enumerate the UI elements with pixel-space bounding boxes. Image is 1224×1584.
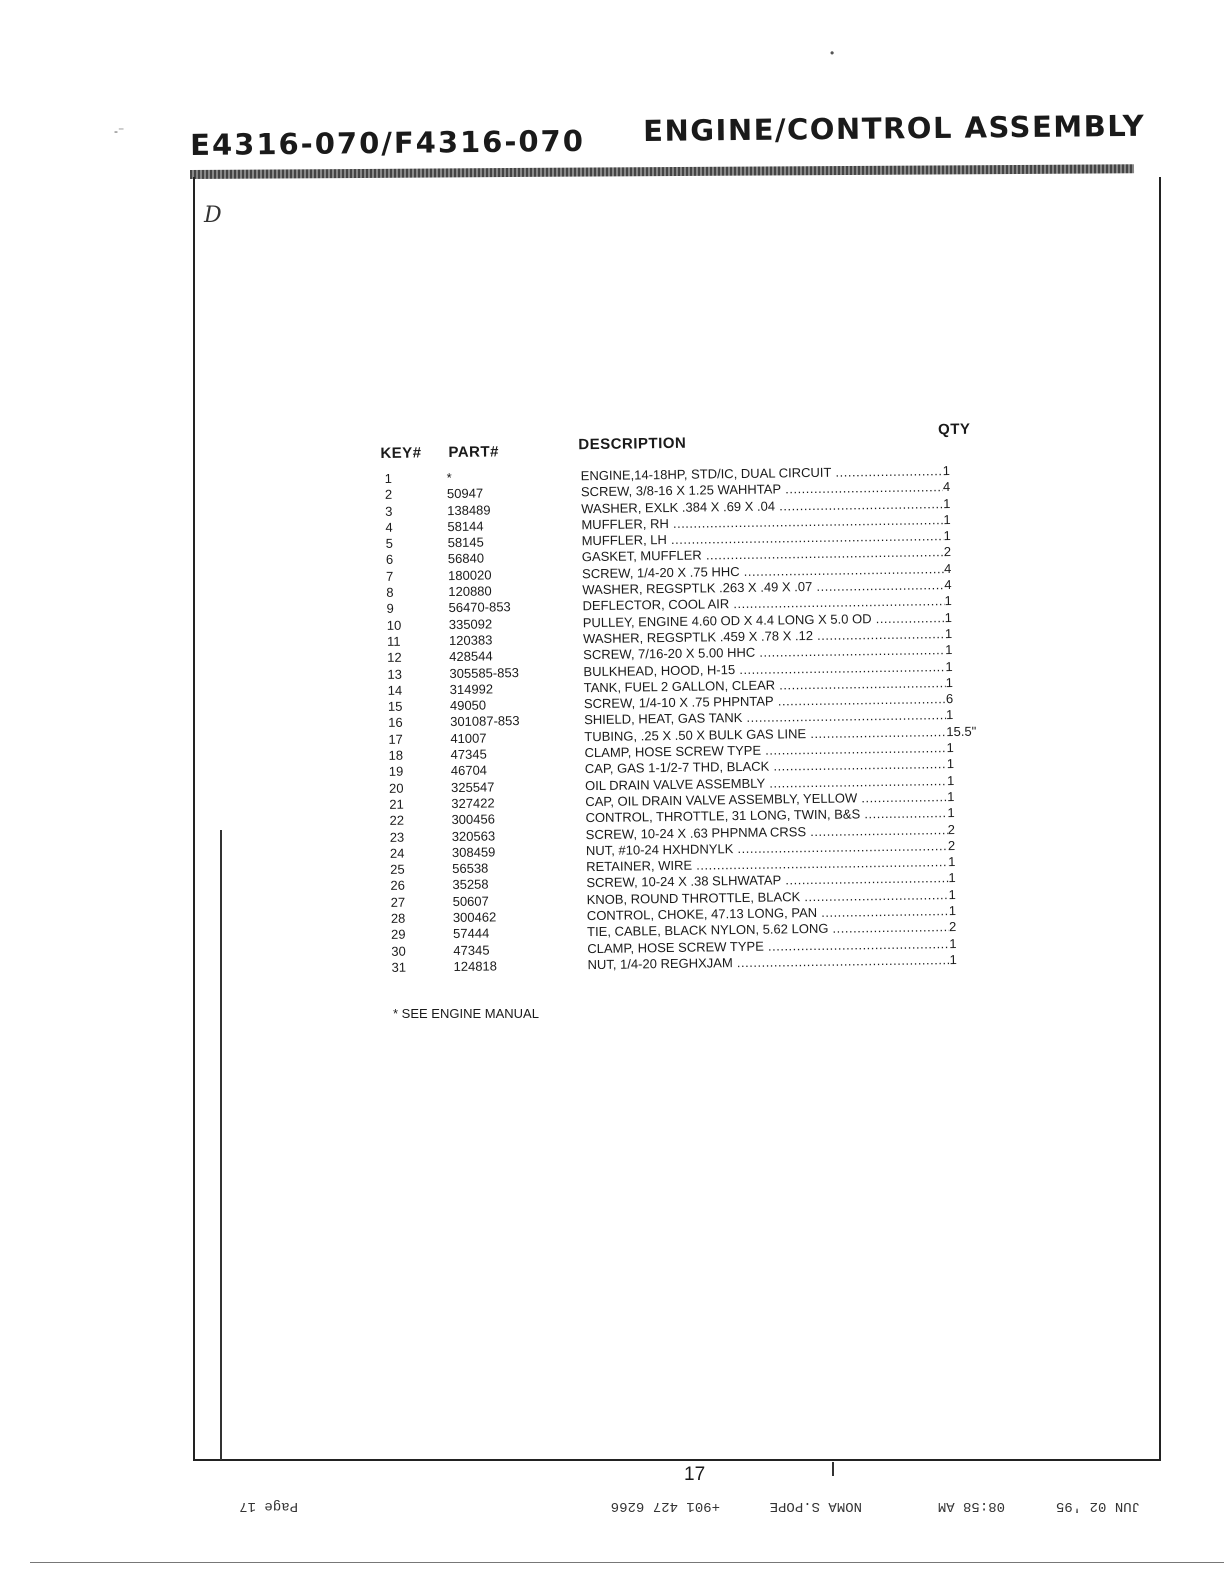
- fax-phone: +901 427 6266: [610, 1498, 720, 1514]
- fax-date: JUN 02 '95: [1055, 1498, 1140, 1514]
- row-description: RETAINER, WIRE .....: [586, 854, 948, 875]
- row-key: 12: [387, 649, 402, 666]
- row-part-number: 138489: [447, 502, 491, 518]
- row-qty: 1: [945, 674, 953, 690]
- row-description: MUFFLER, RH .....: [581, 512, 943, 533]
- row-key: 15: [387, 698, 403, 715]
- row-qty: 1: [947, 788, 955, 805]
- row-description: CLAMP, HOSE SCREW TYPE .....: [587, 936, 949, 957]
- row-qty: 2: [948, 919, 957, 935]
- row-part-number: 47345: [450, 746, 487, 763]
- scan-speck: -⁻: [114, 124, 125, 138]
- row-qty: 4: [944, 577, 952, 593]
- column-header-part: PART#: [448, 443, 500, 462]
- row-key: 19: [388, 764, 404, 780]
- row-key: 4: [385, 519, 393, 535]
- row-key: 29: [391, 927, 406, 943]
- row-key: 9: [386, 601, 394, 617]
- row-qty: 2: [947, 837, 956, 853]
- row-key: 13: [387, 666, 403, 682]
- row-qty: 1: [946, 740, 954, 756]
- row-qty: 1: [942, 463, 951, 479]
- row-qty: 1: [947, 805, 955, 821]
- model-title: E4316-070/F4316-070: [190, 123, 586, 162]
- row-part-number: 50947: [446, 485, 484, 502]
- row-qty: 1: [948, 903, 957, 919]
- frame-inner-edge: [220, 830, 222, 1460]
- row-part-number: 120383: [448, 632, 493, 649]
- row-part-number: *: [446, 470, 452, 486]
- row-qty: 1: [943, 528, 951, 544]
- row-description: MUFFLER, LH .....: [582, 528, 944, 549]
- fax-header-line: [180, 1494, 1140, 1514]
- row-part-number: 300456: [451, 811, 496, 828]
- section-title: ENGINE/CONTROL ASSEMBLY: [643, 108, 1146, 148]
- row-description: TANK, FUEL 2 GALLON, CLEAR .....: [584, 675, 946, 696]
- row-part-number: 49050: [449, 697, 487, 714]
- text-cursor-mark: [832, 1462, 834, 1476]
- row-description: TIE, CABLE, BLACK NYLON, 5.62 LONG .....: [587, 919, 949, 940]
- row-part-number: 300462: [452, 909, 497, 926]
- row-description: WASHER, REGSPTLK .459 X .78 X .12 .....: [583, 626, 945, 647]
- row-qty: 1: [946, 756, 955, 772]
- row-key: 14: [387, 682, 403, 698]
- row-description: WASHER, REGSPTLK .263 X .49 X .07 .....: [582, 577, 944, 598]
- row-qty: 1: [945, 642, 953, 658]
- row-key: 30: [391, 943, 406, 959]
- row-qty: 1: [948, 886, 956, 902]
- row-qty: 15.5": [946, 723, 977, 739]
- row-qty: 1: [948, 854, 956, 870]
- row-description: DEFLECTOR, COOL AIR .....: [582, 594, 944, 615]
- row-part-number: 180020: [448, 567, 492, 583]
- row-key: 23: [389, 829, 405, 845]
- row-key: 31: [391, 959, 407, 975]
- handwritten-mark: D: [204, 203, 222, 228]
- row-part-number: 320563: [451, 827, 496, 844]
- row-description: WASHER, EXLK .384 X .69 X .04 .....: [581, 496, 943, 517]
- row-key: 2: [384, 487, 393, 503]
- row-part-number: 56538: [452, 860, 489, 877]
- row-qty: 2: [943, 544, 952, 560]
- row-part-number: 428544: [449, 648, 493, 665]
- row-description: SCREW, 1/4-20 X .75 HHC .....: [582, 561, 944, 582]
- row-description: CONTROL, THROTTLE, 31 LONG, TWIN, B&S .....: [585, 805, 947, 826]
- row-part-number: 308459: [451, 844, 496, 860]
- row-part-number: 325547: [450, 779, 495, 795]
- row-part-number: 120880: [448, 583, 492, 600]
- row-description: CAP, OIL DRAIN VALVE ASSEMBLY, YELLOW .....: [585, 789, 947, 810]
- row-description: SCREW, 3/8-16 X 1.25 WAHHTAP .....: [581, 479, 943, 500]
- column-header-key: KEY#: [380, 444, 422, 462]
- row-part-number: 57444: [453, 925, 490, 942]
- row-description: PULLEY, ENGINE 4.60 OD X 4.4 LONG X 5.0 OD .....: [583, 610, 945, 631]
- row-qty: 1: [949, 935, 957, 951]
- row-description: GASKET, MUFFLER .....: [582, 545, 944, 566]
- row-part-number: 314992: [449, 681, 494, 697]
- column-header-description: DESCRIPTION: [578, 434, 687, 454]
- row-key: 27: [390, 894, 406, 910]
- row-key: 24: [389, 845, 405, 861]
- row-description: NUT, 1/4-20 REGHXJAM .....: [587, 952, 949, 973]
- row-key: 28: [390, 910, 406, 926]
- row-key: 5: [385, 536, 393, 552]
- row-part-number: 335092: [448, 616, 493, 632]
- row-key: 10: [386, 617, 402, 633]
- row-description: CAP, GAS 1-1/2-7 THD, BLACK .....: [585, 756, 947, 777]
- row-description: CLAMP, HOSE SCREW TYPE .....: [584, 740, 946, 761]
- row-part-number: 301087-853: [450, 713, 520, 730]
- page-number: 17: [684, 1464, 706, 1485]
- fax-time: 08:58 AM: [937, 1498, 1005, 1514]
- row-description: OIL DRAIN VALVE ASSEMBLY .....: [585, 773, 947, 794]
- row-qty: 1: [948, 870, 956, 886]
- row-part-number: 47345: [453, 942, 490, 958]
- row-key: 20: [388, 780, 404, 796]
- row-description: ENGINE,14-18HP, STD/IC, DUAL CIRCUIT .....: [581, 463, 943, 484]
- row-description: SCREW, 1/4-10 X .75 PHPNTAP .....: [584, 691, 946, 712]
- row-qty: 1: [945, 658, 953, 674]
- fax-page: Page 17: [239, 1498, 298, 1514]
- row-description: BULKHEAD, HOOD, H-15 .....: [583, 659, 945, 680]
- row-qty: 2: [947, 821, 956, 837]
- row-qty: 4: [943, 560, 952, 576]
- row-key: 3: [385, 503, 393, 519]
- row-qty: 1: [946, 707, 954, 723]
- row-qty: 6: [945, 691, 954, 707]
- row-qty: 1: [946, 772, 955, 788]
- row-description: SHIELD, HEAT, GAS TANK .....: [584, 708, 946, 729]
- scan-speck: •: [830, 46, 835, 60]
- bottom-rule: [30, 1562, 1224, 1563]
- row-qty: 1: [943, 511, 951, 528]
- row-part-number: 58145: [447, 534, 484, 551]
- row-key: 6: [385, 552, 394, 568]
- row-part-number: 35258: [452, 876, 489, 893]
- row-key: 18: [388, 747, 404, 763]
- column-header-qty: QTY: [938, 420, 971, 439]
- row-qty: 4: [942, 479, 951, 495]
- row-key: 21: [389, 796, 404, 812]
- row-key: 17: [388, 731, 403, 747]
- row-description: TUBING, .25 X .50 X BULK GAS LINE .....: [584, 724, 946, 745]
- row-qty: 1: [944, 626, 953, 642]
- row-key: 11: [386, 633, 401, 649]
- row-key: 22: [389, 812, 405, 829]
- row-description: KNOB, ROUND THROTTLE, BLACK .....: [587, 887, 949, 908]
- row-key: 26: [390, 878, 406, 894]
- row-key: 8: [386, 584, 394, 601]
- row-part-number: 56840: [447, 551, 485, 567]
- row-description: CONTROL, CHOKE, 47.13 LONG, PAN .....: [587, 903, 949, 924]
- row-description: SCREW, 10-24 X .38 SLHWATAP .....: [586, 871, 948, 892]
- row-description: NUT, #10-24 HXHDNYLK .....: [586, 838, 948, 859]
- footnote: * SEE ENGINE MANUAL: [393, 1006, 539, 1021]
- row-part-number: 124818: [453, 958, 498, 974]
- fax-sender: NOMA S.POPE: [769, 1498, 862, 1514]
- row-part-number: 46704: [450, 762, 488, 779]
- row-qty: 1: [944, 609, 953, 625]
- row-key: 7: [386, 568, 394, 584]
- row-key: 1: [384, 470, 393, 486]
- parts-rows: [381, 462, 998, 976]
- row-qty: 1: [944, 593, 952, 609]
- row-part-number: 305585-853: [449, 664, 519, 681]
- row-key: 16: [388, 715, 403, 731]
- row-part-number: 50607: [452, 893, 489, 909]
- row-part-number: 56470-853: [448, 599, 511, 616]
- row-key: 25: [390, 861, 405, 878]
- row-part-number: 327422: [451, 795, 495, 811]
- row-qty: 1: [943, 495, 951, 511]
- row-qty: 1: [949, 951, 957, 968]
- row-description: SCREW, 10-24 X .63 PHPNMA CRSS .....: [586, 822, 948, 843]
- row-part-number: 58144: [447, 518, 484, 534]
- row-part-number: 41007: [450, 730, 487, 746]
- row-description: SCREW, 7/16-20 X 5.00 HHC .....: [583, 642, 945, 663]
